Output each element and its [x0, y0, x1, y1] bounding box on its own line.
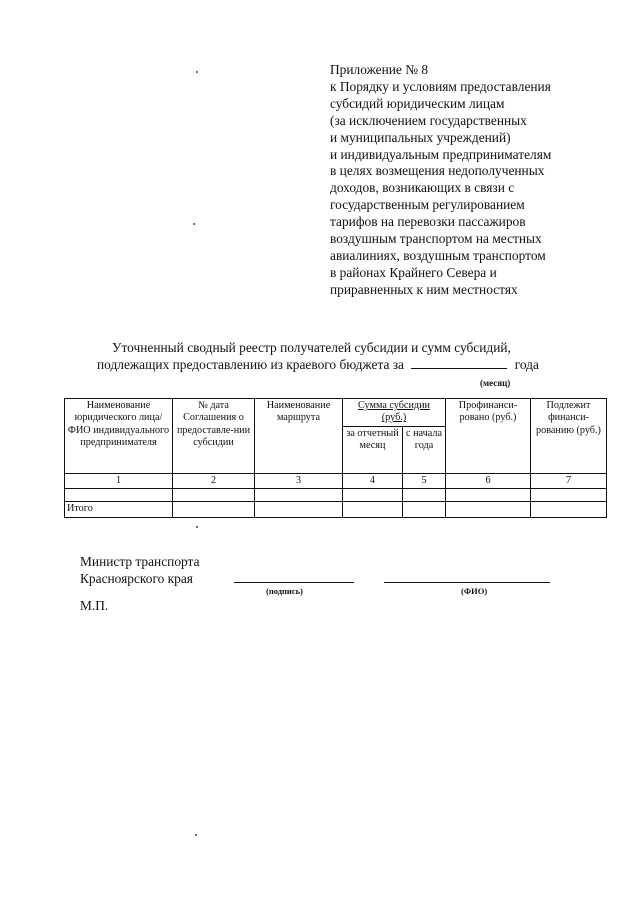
appendix-title: Приложение № 8: [330, 62, 429, 77]
table-cell: [446, 502, 531, 517]
title-line-2-prefix: подлежащих предоставлению из краевого бюджета за: [97, 357, 404, 372]
appendix-line: (за исключением государственных: [330, 112, 527, 128]
header-route: Наименование маршрута: [255, 399, 343, 474]
table-cell: [403, 502, 446, 517]
table-cell: [343, 502, 403, 517]
signer-position-line-2: Красноярского края: [80, 571, 193, 586]
column-number: 1: [65, 473, 173, 488]
table-cell: [173, 489, 255, 502]
column-number: 7: [531, 473, 607, 488]
signer-position-line-1: Министр транспорта: [80, 554, 200, 569]
header-subsidy-sum-text: Сумма субсидии (руб.): [358, 400, 430, 424]
register-table: [64, 398, 607, 518]
header-subsidy-sum: [343, 399, 446, 427]
title-line-2: [97, 356, 539, 373]
column-number: 6: [446, 473, 531, 488]
table-cell: [531, 489, 607, 502]
title-line-1: Уточненный сводный реестр получателей субсидии и сумм субсидий,: [112, 340, 511, 355]
column-number: 2: [173, 473, 255, 488]
column-number: 3: [255, 473, 343, 488]
appendix-line: в районах Крайнего Севера и: [330, 264, 497, 280]
appendix-line: воздушным транспортом на местных: [330, 231, 542, 247]
header-to-finance: Подлежит финанси-рованию (руб.): [531, 399, 607, 474]
table-cell: [255, 502, 343, 517]
appendix-line: государственным регулированием: [330, 197, 525, 213]
appendix-line: и индивидуальным предпринимателям: [330, 146, 552, 162]
header-year: с начала года: [403, 426, 446, 473]
total-label: Итого: [65, 502, 173, 517]
column-number: 4: [343, 473, 403, 488]
table-cell: [343, 489, 403, 502]
appendix-line: и муниципальных учреждений): [330, 129, 511, 145]
scan-speck: [196, 71, 198, 73]
table-row-numbers: [65, 473, 607, 488]
header-recipient: Наименование юридического лица/ФИО индивидуального предпринимателя: [65, 399, 173, 474]
appendix-line: приравненных к ним местностях: [330, 281, 518, 297]
signature-caption: (подпись): [266, 586, 303, 596]
table-cell: [446, 489, 531, 502]
appendix-line: к Порядку и условиям предоставления: [330, 78, 551, 94]
header-month: за отчетный месяц: [343, 426, 403, 473]
title-line-2-suffix: года: [514, 357, 539, 372]
header-financed: Профинанси-ровано (руб.): [446, 399, 531, 474]
signature-block: [80, 553, 200, 587]
header-agreement: № дата Соглашения о предоставле-нии субсидии: [173, 399, 255, 474]
table-row: [65, 489, 607, 502]
column-number: 5: [403, 473, 446, 488]
table-cell: [403, 489, 446, 502]
table-cell: [531, 502, 607, 517]
table-cell: [65, 489, 173, 502]
table-cell: [173, 502, 255, 517]
table-row-total: [65, 502, 607, 517]
appendix-line: тарифов на перевозки пассажиров: [330, 214, 526, 230]
appendix-line: доходов, возникающих в связи с: [330, 180, 515, 196]
name-line: [384, 582, 550, 583]
month-caption: (месяц): [480, 378, 511, 388]
appendix-line: субсидий юридическим лицам: [330, 95, 505, 111]
signature-line: [234, 582, 354, 583]
appendix-header: [330, 62, 620, 299]
scan-speck: [195, 834, 197, 836]
table-cell: [255, 489, 343, 502]
scan-speck: [196, 526, 198, 528]
scan-speck: [193, 223, 195, 225]
appendix-line: авиалиниях, воздушным транспортом: [330, 247, 546, 263]
stamp-label: М.П.: [80, 598, 109, 613]
month-blank: [411, 356, 507, 369]
appendix-line: в целях возмещения недополученных: [330, 163, 545, 179]
name-caption: (ФИО): [461, 586, 488, 596]
